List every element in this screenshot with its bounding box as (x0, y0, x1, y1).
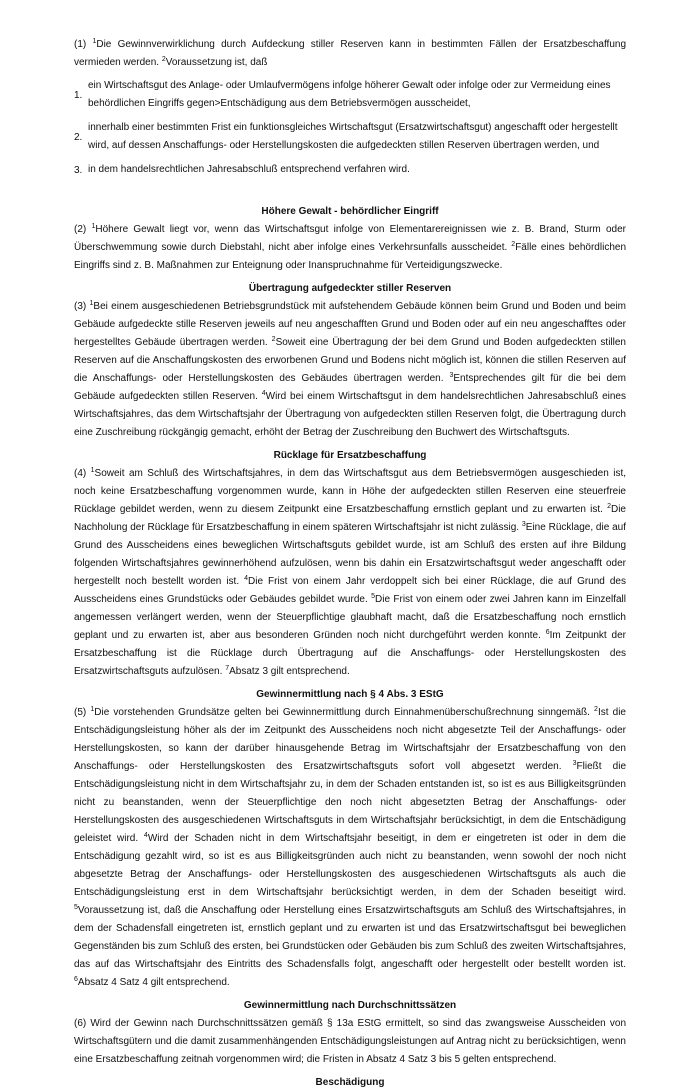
section-heading-gewinnermittlung-4-3: Gewinnermittlung nach § 4 Abs. 3 EStG (256, 689, 444, 700)
list-item (74, 119, 626, 155)
list-item-text: in dem handelsrechtlichen Jahresabschluß entsprechend verfahren wird. (88, 164, 410, 175)
list-item (74, 77, 626, 113)
sentence: Voraussetzung ist, daß die Anschaffung oder Herstellung eines Ersatzwirtschaftsguts am Schluß des Wirtschaftsjahres, in dem der Schadensfall eingetreten ist, ernstlich geplant und zu erwarten ist und das Ersatzwirtschaftsgut bei beweglichen Gegenständen bis zum Schluß des ersten, bei Grundstücken oder Gebäuden bis zum Schluß des zweiten Wirtschaftsjahres, das auf das Wirtschaftsjahr des Eintritts des Schadensfalls folgt, angeschafft oder hergestellt oder bestellt worden ist. (74, 905, 626, 970)
section-heading-beschaedigung: Beschädigung (315, 1077, 385, 1088)
sentence-number: 1 (91, 223, 96, 230)
sentence-number: 3 (449, 372, 454, 379)
paragraph-6: (6) Wird der Gewinn nach Durchschnittssätzen gemäß § 13a EStG ermittelt, so sind das zwangsweise Ausscheiden von Wirtschaftsgütern und die damit zusammenhängenden Entschädigungsleistungen auf Antrag nicht zu berücksichtigen, wenn eine Ersatzbeschaffung zeitnah vorgenommen wird; die Fristen in Absatz 4 Satz 3 bis 5 gelten entsprechend. (74, 1018, 626, 1065)
sentence: Wird bei einem Wirtschaftsgut in dem handelsrechtlichen Jahresabschluß eines Wirtschaftsjahres, das dem Wirtschaftsjahr der Übertragung von aufgedeckten stillen Reserven folgt, die Übertragung durch eine Zuschreibung rückgängig gemacht, erhöht der Betrag der Zuschreibung den Buchwert des Wirtschaftsguts. (74, 391, 626, 438)
sentence-number: 2 (271, 336, 276, 343)
section-heading-uebertragung: Übertragung aufgedeckter stiller Reserven (248, 283, 452, 294)
section-heading-hoehere-gewalt: Höhere Gewalt - behördlicher Eingriff (261, 206, 439, 217)
sentence-number: 6 (545, 629, 550, 636)
sentence-number: 2 (511, 241, 516, 248)
sentence: Die Frist von einem Jahr verdoppelt sich bei einer Rücklage, die auf Grund des Ausscheidens eines Grundstücks oder Gebäudes gebildet wurde. (74, 576, 626, 605)
paragraph-2 (74, 221, 626, 275)
paragraph-5 (74, 704, 626, 992)
sentence-number: 2 (607, 503, 611, 510)
sentence: Fließt die Entschädigungsleistung nicht in dem Wirtschaftsjahr zu, in dem der Schaden entstanden ist, so ist es aus Billigkeitsgründen nicht zu beanstanden, wenn der Steuerpflichtige den noch nicht abgesetzten Betrag der Anschaffungs- oder Herstellungskosten des ausgeschiedenen Wirtschaftsguts in dem Wirtschaftsjahr berücksichtigt, in dem die Entschädigung geleistet wird. (74, 761, 626, 844)
sentence: Die Frist von einem oder zwei Jahren kann im Einzelfall angemessen verlängert werden, wenn der Steuerpflichtige glaubhaft macht, daß die Ersatzbeschaffung noch ernstlich geplant und zu erwarten ist, aber aus besonderen Gründen noch nicht durchgeführt werden konnte. (74, 594, 626, 641)
section-heading-ruecklage: Rücklage für Ersatzbeschaffung (273, 450, 427, 461)
sentence: Bei einem ausgeschiedenen Betriebsgrundstück mit aufstehendem Gebäude können beim Grund und Boden und beim Gebäude aufgedeckte stille Reserven jeweils auf neu angeschafften Grund und Boden oder auf ein neu angeschafftes oder hergestelltes Gebäude übertragen werden. (74, 301, 626, 348)
sentence: Soweit eine Übertragung der bei dem Grund und Boden aufgedeckten stillen Reserven auf die Anschaffungskosten des erworbenen Grund und Bodens nicht möglich ist, können die stillen Reserven auf die Anschaffungs- oder Herstellungskosten des Gebäudes übertragen werden. (74, 337, 626, 384)
sentence: Absatz 4 Satz 4 gilt entsprechend. (77, 977, 230, 988)
sentence: Ist die Entschädigungsleistung höher als der im Zeitpunkt des Ausscheidens noch nicht abgesetzte Teil der Anschaffungs- oder Herstellungskosten, so kann der darüber hinausgehende Betrag im Wirtschaftsjahr der Ersatzbeschaffung von den Anschaffungs- oder Herstellungskosten des Ersatzwirtschaftsguts sofort voll abgesetzt werden. (74, 707, 626, 772)
sentence-number: 3 (521, 521, 526, 528)
sentence: Entsprechendes gilt für die bei dem Gebäude aufgedeckten stillen Reserven. (74, 373, 626, 402)
sentence-number: 1 (92, 38, 97, 45)
sentence-number: 1 (90, 467, 95, 474)
paragraph-number: (1) (74, 39, 93, 50)
paragraph-number: (4) (74, 468, 91, 479)
sentence: Eine Rücklage, die auf Grund des Ausscheidens eines beweglichen Wirtschaftsguts gebildet wurde, ist am Schluß des ersten auf ihre Bildung folgenden Wirtschaftsjahres gewinnerhöhend aufzulösen, wenn bis dahin ein Ersatzwirtschaftsgut weder angeschafft oder hergestellt noch bestellt worden ist. (74, 522, 626, 587)
sentence: Voraussetzung ist, daß (165, 57, 268, 68)
sentence: Die Nachholung der Rücklage für Ersatzbeschaffung in einem späteren Wirtschaftsjahr ist nicht zulässig. (74, 504, 626, 533)
paragraph-4 (74, 465, 626, 681)
sentence-number: 4 (244, 575, 249, 582)
list-item-number: 1. (74, 89, 83, 101)
sentence-number: 2 (594, 706, 598, 713)
sentence: Fälle eines behördlichen Eingriffs sind z. B. Maßnahmen zur Enteignung oder Inanspruchnahme für Verteidigungszwecke. (74, 242, 626, 271)
section-heading-durchschnittssaetze: Gewinnermittlung nach Durchschnittssätzen (243, 1000, 457, 1011)
sentence-number: 4 (261, 390, 266, 397)
list-item-number: 2. (74, 131, 83, 143)
sentence-number: 1 (89, 300, 94, 307)
sentence: Im Zeitpunkt der Ersatzbeschaffung ist die Rücklage durch Übertragung auf die Anschaffungs- oder Herstellungskosten des Ersatzwirtschaftsguts aufzulösen. (74, 630, 626, 677)
paragraph-number: (3) (74, 301, 90, 312)
list-item-number: 3. (74, 164, 83, 176)
sentence: Absatz 3 gilt entsprechend. (229, 666, 350, 677)
paragraph-1 (74, 36, 626, 72)
sentence-number: 6 (74, 976, 78, 983)
paragraph-3 (74, 298, 626, 442)
sentence-number: 4 (143, 832, 148, 839)
sentence-number: 5 (74, 904, 78, 911)
sentence: Die Gewinnverwirklichung durch Aufdeckung stiller Reserven kann in bestimmten Fällen der Ersatzbeschaffung vermieden werden. (74, 39, 627, 68)
paragraph-number: (2) (74, 224, 92, 235)
paragraph-number: (5) (74, 707, 91, 718)
list-item (74, 161, 626, 179)
sentence-number: 2 (161, 56, 166, 63)
sentence: Höhere Gewalt liegt vor, wenn das Wirtschaftsgut infolge von Elementarereignissen wie z. B. Brand, Sturm oder Überschwemmung sowie durch Diebstahl, nicht aber infolge eines Verkehrsunfalls ausscheidet. (74, 224, 626, 253)
sentence-number: 1 (90, 706, 95, 713)
sentence-number: 5 (371, 593, 375, 600)
list-item-text: innerhalb einer bestimmten Frist ein funktionsgleiches Wirtschaftsgut (Ersatzwirtschaftsgut) angeschafft oder hergestellt wird, auf dessen Anschaffungs- oder Herstellungskosten die aufgedeckten stillen Reserven übertragen werden, und (88, 122, 618, 151)
sentence: Wird der Schaden nicht in dem Wirtschaftsjahr beseitigt, in dem er eingetreten ist oder in dem die Entschädigung gezahlt wird, so ist es aus Billigkeitsgründen auch nicht zu beanstanden, wenn sowohl der noch nicht abgesetzte Betrag der Anschaffungs- oder Herstellungskosten des ausgeschiedenen Wirtschaftsguts als auch die Entschädigungsleistung erst in dem Wirtschaftsjahr berücksichtigt werden, in dem der Schaden beseitigt wird. (74, 833, 626, 898)
sentence-number: 3 (572, 760, 577, 767)
condition-list (74, 77, 626, 179)
sentence: Soweit am Schluß des Wirtschaftsjahres, in dem das Wirtschaftsgut aus dem Betriebsvermögen ausgeschieden ist, noch keine Ersatzbeschaffung vorgenommen wurde, kann in Höhe der aufgedeckten stillen Reserven eine steuerfreie Rücklage gebildet werden, wenn zu diesem Zeitpunkt eine Ersatzbeschaffung ernstlich geplant und zu erwarten ist. (74, 468, 626, 515)
sentence-number: 7 (225, 665, 230, 672)
list-item-text: ein Wirtschaftsgut des Anlage- oder Umlaufvermögens infolge höherer Gewalt oder infolge oder zur Vermeidung eines behördlichen Eingriffs gegen>Entschädigung aus dem Betriebsvermögen ausscheidet, (88, 80, 611, 109)
sentence: Die vorstehenden Grundsätze gelten bei Gewinnermittlung durch Einnahmenüberschußrechnung sinngemäß. (94, 707, 595, 718)
